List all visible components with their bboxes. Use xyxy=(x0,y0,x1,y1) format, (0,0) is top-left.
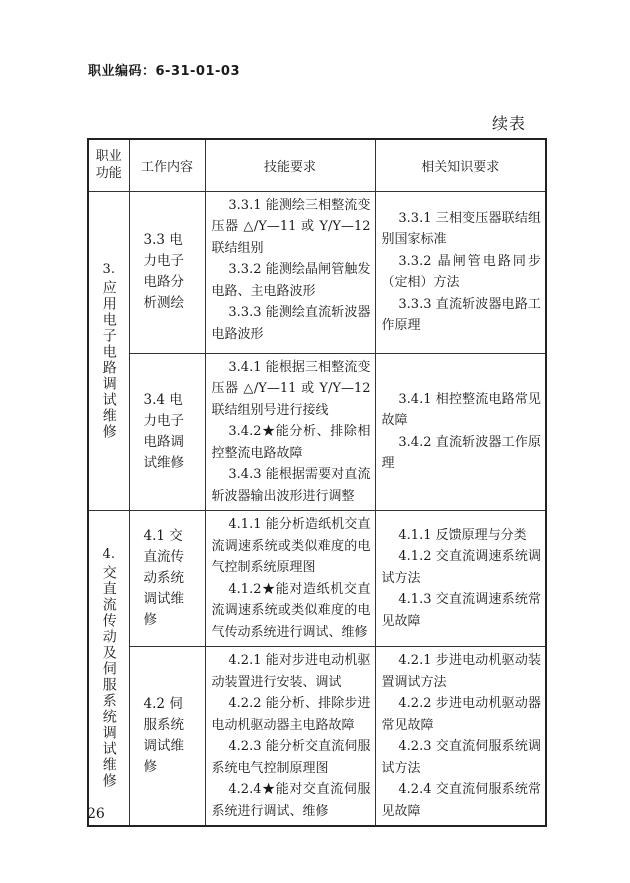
function-title: 应用电子电路调试维修 xyxy=(100,279,117,440)
knowledge-item: 4.2.1 步进电动机驱动装置调试方法 xyxy=(381,653,541,690)
skill-item: 4.1.2★能对造纸机交直流调速系统或类似难度的电气传动系统进行调试、维修 xyxy=(211,581,371,640)
table-row xyxy=(88,191,546,353)
header-function: 职业功能 xyxy=(88,139,129,191)
work-content: 4.1 交直流传动系统调试维修 xyxy=(129,511,205,647)
table-row xyxy=(88,511,546,647)
skill-item: 3.4.2★能分析、排除相控整流电路故障 xyxy=(211,424,371,461)
function-cell xyxy=(88,511,129,827)
function-title: 交直流传动及伺服系统调试维修 xyxy=(100,565,117,789)
knowledge-item: 4.2.3 交直流伺服系统调试方法 xyxy=(381,739,541,776)
work-content: 3.3 电力电子电路分析测绘 xyxy=(129,191,205,353)
knowledge-item: 4.1.1 反馈原理与分类 xyxy=(398,527,527,543)
table-row xyxy=(88,647,546,827)
table-row xyxy=(88,353,546,511)
work-content: 4.2 伺服系统调试维修 xyxy=(129,647,205,827)
skill-item: 3.4.1 能根据三相整流变压器 △/Y—11 或 Y/Y—12 联结组别号进行接线 xyxy=(211,359,371,418)
knowledge-cell xyxy=(375,191,546,353)
header-work: 工作内容 xyxy=(129,139,205,191)
function-cell xyxy=(88,191,129,511)
table-header-row xyxy=(88,139,546,191)
header-knowledge: 相关知识要求 xyxy=(375,139,546,191)
skill-item: 4.2.2 能分析、排除步进电动机驱动器主电路故障 xyxy=(211,696,371,733)
skills-cell xyxy=(205,191,375,353)
work-content: 3.4 电力电子电路调试维修 xyxy=(129,353,205,511)
continued-label: 续表 xyxy=(492,114,527,133)
skill-item: 3.4.3 能根据需要对直流斩波器输出波形进行调整 xyxy=(211,467,371,504)
knowledge-item: 3.4.2 直流斩波器工作原理 xyxy=(381,434,541,472)
header-skills: 技能要求 xyxy=(205,139,375,191)
knowledge-item: 3.3.3 直流斩波器电路工作原理 xyxy=(381,296,541,333)
knowledge-cell xyxy=(375,511,546,647)
skill-item: 4.2.1 能对步进电动机驱动装置进行安装、调试 xyxy=(211,653,371,690)
knowledge-item: 4.2.4 交直流伺服系统常见故障 xyxy=(381,782,541,819)
knowledge-cell xyxy=(375,353,546,511)
function-number: 3. xyxy=(102,261,115,277)
function-number: 4. xyxy=(102,547,115,562)
occupation-code: 职业编码：6-31-01-03 xyxy=(88,64,241,79)
skills-cell xyxy=(205,353,375,511)
skills-cell xyxy=(205,647,375,827)
page-number: 26 xyxy=(87,806,105,822)
skills-cell xyxy=(205,511,375,647)
knowledge-item: 4.2.2 步进电动机驱动器常见故障 xyxy=(381,696,541,733)
knowledge-item: 3.4.1 相控整流电路常见故障 xyxy=(381,391,541,429)
skill-item: 4.1.1 能分析造纸机交直流调速系统或类似难度的电气控制系统原理图 xyxy=(211,517,371,575)
knowledge-item: 4.1.3 交直流调速系统常见故障 xyxy=(381,592,541,629)
skill-item: 4.2.4★能对交直流伺服系统进行调试、维修 xyxy=(211,782,371,819)
skill-item: 4.2.3 能分析交直流伺服系统电气控制原理图 xyxy=(211,739,371,776)
knowledge-cell xyxy=(375,647,546,827)
skill-item: 3.3.3 能测绘直流斩波器电路波形 xyxy=(211,305,371,342)
knowledge-item: 3.3.1 三相变压器联结组别国家标准 xyxy=(381,210,541,247)
knowledge-item: 4.1.2 交直流调速系统调试方法 xyxy=(381,549,541,586)
skills-table xyxy=(87,138,547,827)
knowledge-item: 3.3.2 晶闸管电路同步（定相）方法 xyxy=(381,253,541,290)
skill-item: 3.3.2 能测绘晶闸管触发电路、主电路波形 xyxy=(211,262,371,299)
skill-item: 3.3.1 能测绘三相整流变压器 △/Y—11 或 Y/Y—12 联结组别 xyxy=(211,197,371,256)
